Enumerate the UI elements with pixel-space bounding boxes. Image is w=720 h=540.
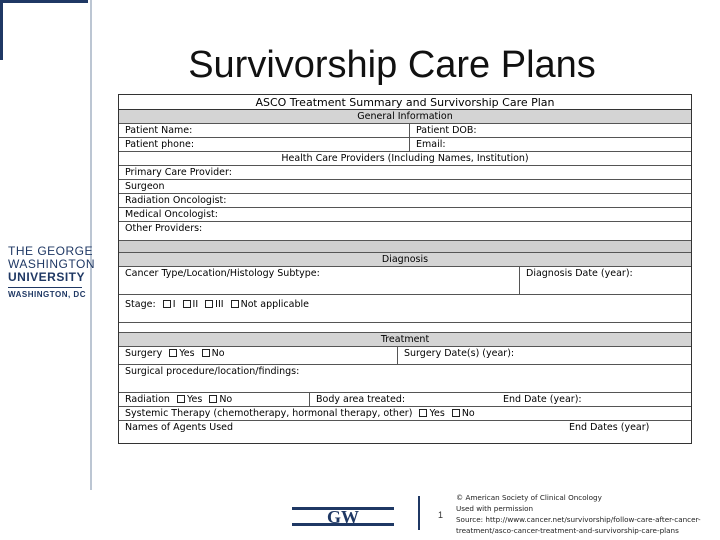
gw-logo-text: GW xyxy=(326,507,360,527)
sidebar-accent xyxy=(0,0,88,60)
row-stage xyxy=(119,295,691,323)
university-logo xyxy=(8,244,96,299)
row-primary-care xyxy=(119,166,691,180)
systemic-yes-checkbox[interactable] xyxy=(419,409,427,417)
row-spacer xyxy=(119,323,691,333)
stage-i-checkbox[interactable] xyxy=(163,300,171,308)
diagnosis-date-label: Diagnosis Date (year): xyxy=(519,267,693,294)
cancer-type-label: Cancer Type/Location/Histology Subtype: xyxy=(125,268,320,279)
row-radiation-oncologist xyxy=(119,194,691,208)
body-area-label: Body area treated: xyxy=(309,393,497,406)
university-city: WASHINGTON, DC xyxy=(8,290,86,299)
sidebar xyxy=(0,0,96,540)
surgery-no-checkbox[interactable] xyxy=(202,349,210,357)
footer-copyright: © American Society of Clinical Oncology xyxy=(456,493,602,502)
providers-heading: Health Care Providers (Including Names, Institution) xyxy=(119,152,691,166)
row-radiation xyxy=(119,393,691,407)
radiation-yes-label: Yes xyxy=(186,394,203,405)
stage-na-label: Not applicable xyxy=(240,299,309,310)
systemic-yes-label: Yes xyxy=(429,408,445,419)
patient-dob-label: Patient DOB: xyxy=(409,124,693,137)
row-cancer-type xyxy=(119,267,691,295)
surgery-field xyxy=(119,347,397,364)
row-patient-name xyxy=(119,124,691,138)
surgery-dates-label: Surgery Date(s) (year): xyxy=(397,347,693,364)
slide-title: Survivorship Care Plans xyxy=(188,44,596,86)
row-surgeon xyxy=(119,180,691,194)
radiation-yes-checkbox[interactable] xyxy=(177,395,185,403)
footer-divider xyxy=(418,496,420,530)
surgery-yes-checkbox[interactable] xyxy=(169,349,177,357)
radiation-field xyxy=(119,393,309,406)
footer-source-cont: treatment/asco-cancer-treatment-and-survivorship-care-plans xyxy=(456,526,679,535)
stage-label: Stage: xyxy=(125,299,156,310)
stage-ii-label: II xyxy=(192,299,199,310)
row-surgical-procedure xyxy=(119,365,691,393)
row-medical-oncologist xyxy=(119,208,691,222)
row-systemic-therapy xyxy=(119,407,691,421)
logo-divider xyxy=(8,287,82,288)
gw-logo xyxy=(292,504,394,528)
footer-credit xyxy=(456,492,718,536)
stage-na-checkbox[interactable] xyxy=(231,300,239,308)
form-heading: ASCO Treatment Summary and Survivorship Care Plan xyxy=(119,95,691,110)
other-providers-label: Other Providers: xyxy=(125,223,203,234)
separator-bar xyxy=(119,241,691,253)
surgery-no-label: No xyxy=(211,348,225,359)
primary-care-label: Primary Care Provider: xyxy=(125,167,232,178)
stage-ii-checkbox[interactable] xyxy=(183,300,191,308)
row-patient-phone xyxy=(119,138,691,152)
systemic-therapy-field xyxy=(119,407,691,420)
university-line-2: WASHINGTON xyxy=(8,257,96,271)
row-surgery xyxy=(119,347,691,365)
care-plan-form xyxy=(118,94,692,444)
radiation-no-label: No xyxy=(219,394,233,405)
university-line-3: UNIVERSITY xyxy=(8,270,86,284)
section-treatment: Treatment xyxy=(119,333,691,347)
stage-field xyxy=(119,295,691,315)
footer-dot: 1 xyxy=(438,510,444,520)
systemic-therapy-label: Systemic Therapy (chemotherapy, hormonal therapy, other) xyxy=(125,408,413,419)
stage-iii-checkbox[interactable] xyxy=(205,300,213,308)
stage-iii-label: III xyxy=(215,299,224,310)
university-line-1: THE GEORGE xyxy=(8,244,94,258)
section-diagnosis: Diagnosis xyxy=(119,253,691,267)
end-dates-label: End Dates (year) xyxy=(569,422,650,433)
email-label: Email: xyxy=(409,138,693,151)
surgery-label: Surgery xyxy=(125,348,163,359)
agents-used-label: Names of Agents Used xyxy=(125,422,234,433)
medical-oncologist-label: Medical Oncologist: xyxy=(125,209,218,220)
surgical-procedure-label: Surgical procedure/location/findings: xyxy=(125,366,300,377)
stage-i-label: I xyxy=(172,299,176,310)
row-agents xyxy=(119,421,691,443)
radiation-no-checkbox[interactable] xyxy=(209,395,217,403)
surgery-yes-label: Yes xyxy=(179,348,195,359)
systemic-no-label: No xyxy=(461,408,475,419)
systemic-no-checkbox[interactable] xyxy=(452,409,460,417)
patient-phone-label: Patient phone: xyxy=(125,139,195,150)
end-date-label: End Date (year): xyxy=(503,394,582,405)
section-general-information: General Information xyxy=(119,110,691,124)
row-other-providers xyxy=(119,222,691,241)
patient-name-label: Patient Name: xyxy=(125,125,193,136)
radiation-label: Radiation xyxy=(125,394,170,405)
radiation-oncologist-label: Radiation Oncologist: xyxy=(125,195,227,206)
footer-permission: Used with permission xyxy=(456,504,534,513)
surgeon-label: Surgeon xyxy=(125,181,165,192)
footer-source: Source: http://www.cancer.net/survivorship/follow-care-after-cancer- xyxy=(456,515,701,524)
